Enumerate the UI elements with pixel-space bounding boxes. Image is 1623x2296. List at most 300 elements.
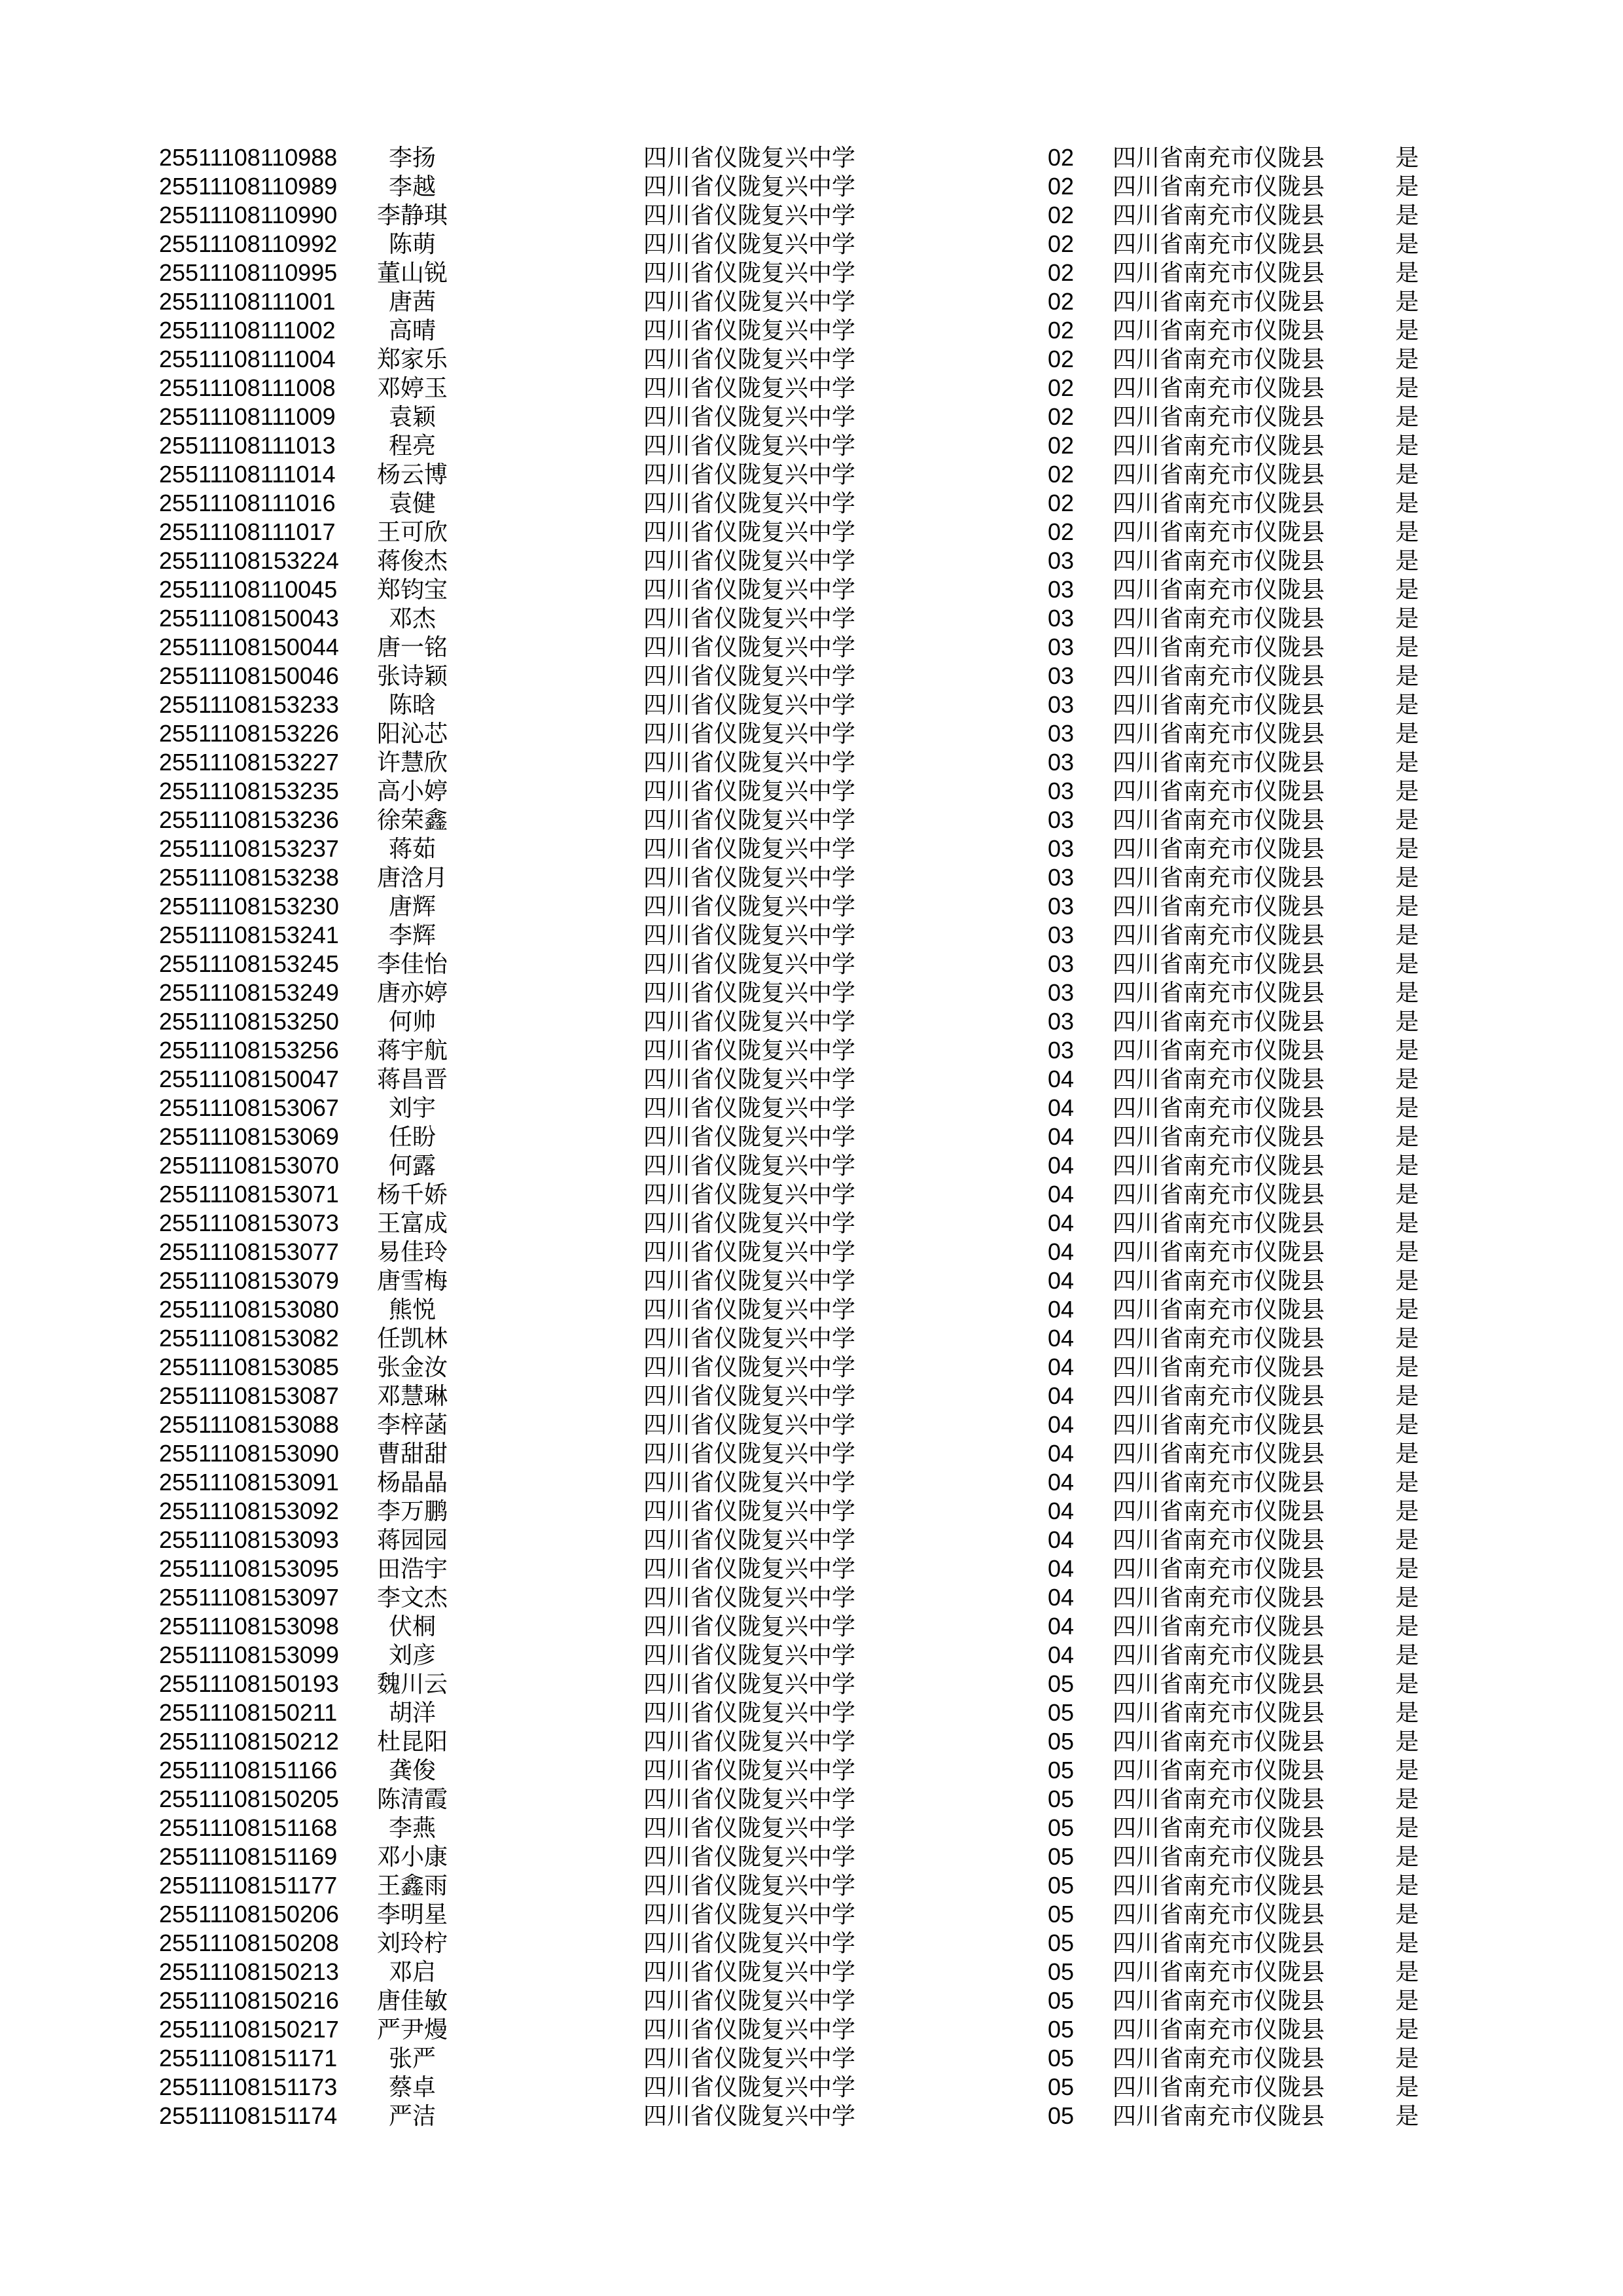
student-name: 任凯林 [376,1325,448,1352]
exam-id: 25511108153070 [159,1152,339,1179]
table-row [159,1266,1448,1295]
student-name: 阳沁芯 [376,720,448,747]
school-name: 四川省仪陇复兴中学 [643,202,856,228]
school-name: 四川省仪陇复兴中学 [643,778,856,804]
table-row [159,1439,1448,1468]
student-name: 陈晗 [388,691,436,718]
district-name: 四川省南充市仪陇县 [1113,374,1325,401]
district-name: 四川省南充市仪陇县 [1113,230,1325,257]
school-name: 四川省仪陇复兴中学 [643,1613,856,1640]
student-name: 刘宇 [388,1094,436,1121]
table-row [159,1929,1448,1958]
school-name: 四川省仪陇复兴中学 [643,1699,856,1726]
school-name: 四川省仪陇复兴中学 [643,922,856,948]
school-name: 四川省仪陇复兴中学 [643,1555,856,1582]
district-name: 四川省南充市仪陇县 [1113,1094,1325,1121]
confirm-flag: 是 [1395,1728,1419,1755]
table-row [159,1209,1448,1238]
exam-id: 25511108111016 [159,490,336,516]
class-number: 05 [1047,1901,1075,1928]
exam-id: 25511108153227 [159,749,339,776]
confirm-flag: 是 [1395,1181,1419,1208]
school-name: 四川省仪陇复兴中学 [643,1641,856,1668]
school-name: 四川省仪陇复兴中学 [643,1498,856,1524]
district-name: 四川省南充市仪陇县 [1113,1469,1325,1496]
table-row [159,1122,1448,1151]
exam-id: 25511108153090 [159,1440,339,1467]
class-number: 02 [1047,230,1075,257]
exam-id: 25511108153087 [159,1382,339,1409]
class-number: 04 [1047,1382,1075,1409]
table-row [159,287,1448,316]
school-name: 四川省仪陇复兴中学 [643,288,856,315]
exam-id: 25511108153233 [159,691,339,718]
student-name: 伏桐 [388,1613,436,1640]
class-number: 03 [1047,835,1075,862]
school-name: 四川省仪陇复兴中学 [643,403,856,430]
confirm-flag: 是 [1395,1814,1419,1841]
table-row [159,1554,1448,1583]
class-number: 05 [1047,2073,1075,2100]
class-number: 03 [1047,720,1075,747]
school-name: 四川省仪陇复兴中学 [643,749,856,776]
school-name: 四川省仪陇复兴中学 [643,230,856,257]
district-name: 四川省南充市仪陇县 [1113,720,1325,747]
school-name: 四川省仪陇复兴中学 [643,2045,856,2072]
student-name: 何帅 [388,1008,436,1035]
student-name: 魏川云 [376,1670,448,1697]
student-name: 唐雪梅 [376,1267,448,1294]
student-name: 蒋园园 [376,1526,448,1553]
confirm-flag: 是 [1395,259,1419,286]
student-name: 蒋茹 [388,835,436,862]
district-name: 四川省南充市仪陇县 [1113,403,1325,430]
table-row [159,2044,1448,2073]
district-name: 四川省南充市仪陇县 [1113,288,1325,315]
student-name: 李万鹏 [376,1498,448,1524]
table-row [159,1410,1448,1439]
table-row [159,1842,1448,1871]
class-number: 03 [1047,1037,1075,1064]
school-name: 四川省仪陇复兴中学 [643,1843,856,1870]
exam-id: 25511108111013 [159,432,336,459]
exam-id: 25511108153077 [159,1238,339,1265]
district-name: 四川省南充市仪陇县 [1113,979,1325,1006]
class-number: 02 [1047,461,1075,488]
confirm-flag: 是 [1395,1901,1419,1928]
confirm-flag: 是 [1395,1526,1419,1553]
class-number: 02 [1047,490,1075,516]
school-name: 四川省仪陇复兴中学 [643,1469,856,1496]
confirm-flag: 是 [1395,1008,1419,1035]
district-name: 四川省南充市仪陇县 [1113,634,1325,660]
table-row [159,1698,1448,1727]
school-name: 四川省仪陇复兴中学 [643,2073,856,2100]
school-name: 四川省仪陇复兴中学 [643,490,856,516]
school-name: 四川省仪陇复兴中学 [643,576,856,603]
exam-id: 25511108150213 [159,1958,339,1985]
school-name: 四川省仪陇复兴中学 [643,2016,856,2043]
district-name: 四川省南充市仪陇县 [1113,1267,1325,1294]
table-row [159,1526,1448,1554]
district-name: 四川省南充市仪陇县 [1113,1066,1325,1092]
school-name: 四川省仪陇复兴中学 [643,173,856,200]
district-name: 四川省南充市仪陇县 [1113,144,1325,171]
class-number: 05 [1047,1987,1075,2014]
exam-id: 25511108153230 [159,893,339,920]
class-number: 02 [1047,259,1075,286]
table-row [159,662,1448,691]
confirm-flag: 是 [1395,1037,1419,1064]
table-row [159,1324,1448,1353]
district-name: 四川省南充市仪陇县 [1113,1123,1325,1150]
student-name: 唐一铭 [376,634,448,660]
student-name: 李文杰 [376,1584,448,1611]
district-name: 四川省南充市仪陇县 [1113,1987,1325,2014]
confirm-flag: 是 [1395,288,1419,315]
student-name: 李辉 [388,922,436,948]
exam-id: 25511108153091 [159,1469,339,1496]
school-name: 四川省仪陇复兴中学 [643,1238,856,1265]
table-row [159,633,1448,662]
school-name: 四川省仪陇复兴中学 [643,893,856,920]
exam-id: 25511108151173 [159,2073,338,2100]
class-number: 05 [1047,1814,1075,1841]
exam-id: 25511108150046 [159,662,339,689]
exam-id: 25511108111009 [159,403,336,430]
exam-id: 25511108153093 [159,1526,339,1553]
table-row [159,1007,1448,1036]
table-row [159,1814,1448,1842]
confirm-flag: 是 [1395,806,1419,833]
district-name: 四川省南充市仪陇县 [1113,202,1325,228]
table-row [159,172,1448,201]
class-number: 04 [1047,1210,1075,1236]
district-name: 四川省南充市仪陇县 [1113,1354,1325,1380]
confirm-flag: 是 [1395,720,1419,747]
table-row [159,748,1448,777]
exam-id: 25511108150205 [159,1785,339,1812]
district-name: 四川省南充市仪陇县 [1113,1382,1325,1409]
exam-id: 25511108153080 [159,1296,339,1323]
school-name: 四川省仪陇复兴中学 [643,1728,856,1755]
confirm-flag: 是 [1395,605,1419,632]
table-row [159,1497,1448,1526]
table-row [159,1670,1448,1698]
school-name: 四川省仪陇复兴中学 [643,518,856,545]
school-name: 四川省仪陇复兴中学 [643,1440,856,1467]
district-name: 四川省南充市仪陇县 [1113,1440,1325,1467]
student-name: 邓慧琳 [376,1382,448,1409]
confirm-flag: 是 [1395,1584,1419,1611]
class-number: 05 [1047,1785,1075,1812]
exam-id: 25511108153098 [159,1613,339,1640]
confirm-flag: 是 [1395,1872,1419,1899]
table-row [159,575,1448,604]
school-name: 四川省仪陇复兴中学 [643,1872,856,1899]
confirm-flag: 是 [1395,1094,1419,1121]
exam-id: 25511108150211 [159,1699,338,1726]
class-number: 03 [1047,605,1075,632]
table-row [159,863,1448,892]
district-name: 四川省南充市仪陇县 [1113,1814,1325,1841]
table-row [159,719,1448,748]
exam-id: 25511108150047 [159,1066,339,1092]
school-name: 四川省仪陇复兴中学 [643,1066,856,1092]
school-name: 四川省仪陇复兴中学 [643,1785,856,1812]
school-name: 四川省仪陇复兴中学 [643,1354,856,1380]
district-name: 四川省南充市仪陇县 [1113,1901,1325,1928]
school-name: 四川省仪陇复兴中学 [643,1037,856,1064]
exam-id: 25511108153237 [159,835,339,862]
exam-id: 25511108151177 [159,1872,338,1899]
confirm-flag: 是 [1395,1123,1419,1150]
district-name: 四川省南充市仪陇县 [1113,2073,1325,2100]
district-name: 四川省南充市仪陇县 [1113,1584,1325,1611]
confirm-flag: 是 [1395,691,1419,718]
district-name: 四川省南充市仪陇县 [1113,864,1325,891]
student-name: 蒋宇航 [376,1037,448,1064]
table-row [159,489,1448,518]
student-name: 郑家乐 [376,346,448,372]
student-name: 胡洋 [388,1699,436,1726]
confirm-flag: 是 [1395,1267,1419,1294]
school-name: 四川省仪陇复兴中学 [643,835,856,862]
class-number: 04 [1047,1584,1075,1611]
class-number: 03 [1047,634,1075,660]
district-name: 四川省南充市仪陇县 [1113,1958,1325,1985]
school-name: 四川省仪陇复兴中学 [643,720,856,747]
table-row [159,921,1448,950]
student-table [159,143,1448,2130]
class-number: 05 [1047,1757,1075,1784]
district-name: 四川省南充市仪陇县 [1113,1699,1325,1726]
confirm-flag: 是 [1395,202,1419,228]
school-name: 四川省仪陇复兴中学 [643,1123,856,1150]
school-name: 四川省仪陇复兴中学 [643,1584,856,1611]
confirm-flag: 是 [1395,1555,1419,1582]
student-name: 唐佳敏 [376,1987,448,2014]
exam-id: 25511108151168 [159,1814,338,1841]
confirm-flag: 是 [1395,893,1419,920]
exam-id: 25511108151171 [159,2045,338,2072]
confirm-flag: 是 [1395,1987,1419,2014]
exam-id: 25511108150043 [159,605,339,632]
table-row [159,1382,1448,1410]
school-name: 四川省仪陇复兴中学 [643,662,856,689]
class-number: 03 [1047,749,1075,776]
student-name: 杨晶晶 [376,1469,448,1496]
exam-id: 25511108150206 [159,1901,339,1928]
exam-id: 25511108153071 [159,1181,339,1208]
student-name: 蒋俊杰 [376,547,448,574]
district-name: 四川省南充市仪陇县 [1113,806,1325,833]
school-name: 四川省仪陇复兴中学 [643,1296,856,1323]
exam-id: 25511108153079 [159,1267,339,1294]
student-name: 刘彦 [388,1641,436,1668]
exam-id: 25511108110989 [159,173,338,200]
class-number: 05 [1047,2045,1075,2072]
confirm-flag: 是 [1395,2045,1419,2072]
exam-id: 25511108153085 [159,1354,339,1380]
district-name: 四川省南充市仪陇县 [1113,1526,1325,1553]
district-name: 四川省南充市仪陇县 [1113,691,1325,718]
school-name: 四川省仪陇复兴中学 [643,346,856,372]
table-row [159,374,1448,403]
district-name: 四川省南充市仪陇县 [1113,490,1325,516]
district-name: 四川省南充市仪陇县 [1113,259,1325,286]
student-name: 张诗颖 [376,662,448,689]
district-name: 四川省南充市仪陇县 [1113,1210,1325,1236]
exam-id: 25511108153067 [159,1094,339,1121]
confirm-flag: 是 [1395,1354,1419,1380]
confirm-flag: 是 [1395,1325,1419,1352]
exam-id: 25511108153069 [159,1123,339,1150]
exam-id: 25511108150212 [159,1728,339,1755]
exam-id: 25511108153249 [159,979,339,1006]
school-name: 四川省仪陇复兴中学 [643,691,856,718]
district-name: 四川省南充市仪陇县 [1113,461,1325,488]
table-row [159,230,1448,259]
class-number: 04 [1047,1296,1075,1323]
confirm-flag: 是 [1395,835,1419,862]
class-number: 04 [1047,1152,1075,1179]
student-name: 袁颖 [388,403,436,430]
exam-id: 25511108153226 [159,720,339,747]
confirm-flag: 是 [1395,1066,1419,1092]
table-row [159,691,1448,719]
confirm-flag: 是 [1395,2102,1419,2129]
confirm-flag: 是 [1395,1757,1419,1784]
confirm-flag: 是 [1395,230,1419,257]
class-number: 04 [1047,1440,1075,1467]
district-name: 四川省南充市仪陇县 [1113,432,1325,459]
class-number: 05 [1047,1699,1075,1726]
district-name: 四川省南充市仪陇县 [1113,2102,1325,2129]
confirm-flag: 是 [1395,922,1419,948]
district-name: 四川省南充市仪陇县 [1113,749,1325,776]
table-row [159,1583,1448,1612]
table-row [159,1468,1448,1497]
district-name: 四川省南充市仪陇县 [1113,1181,1325,1208]
class-number: 05 [1047,1728,1075,1755]
student-name: 李越 [388,173,436,200]
table-row [159,143,1448,172]
district-name: 四川省南充市仪陇县 [1113,1152,1325,1179]
confirm-flag: 是 [1395,1296,1419,1323]
exam-id: 25511108150216 [159,1987,339,2014]
student-name: 郑钧宝 [376,576,448,603]
exam-id: 25511108153238 [159,864,339,891]
student-name: 唐辉 [388,893,436,920]
table-row [159,1958,1448,1986]
exam-id: 25511108153245 [159,950,339,977]
student-name: 曹甜甜 [376,1440,448,1467]
exam-id: 25511108110990 [159,202,338,228]
exam-id: 25511108151174 [159,2102,338,2129]
confirm-flag: 是 [1395,979,1419,1006]
student-name: 袁健 [388,490,436,516]
table-row [159,892,1448,921]
exam-id: 25511108110045 [159,576,338,603]
confirm-flag: 是 [1395,864,1419,891]
school-name: 四川省仪陇复兴中学 [643,317,856,344]
student-name: 邓小康 [376,1843,448,1870]
district-name: 四川省南充市仪陇县 [1113,1296,1325,1323]
confirm-flag: 是 [1395,1958,1419,1985]
district-name: 四川省南充市仪陇县 [1113,662,1325,689]
confirm-flag: 是 [1395,1613,1419,1640]
confirm-flag: 是 [1395,662,1419,689]
table-row [159,1612,1448,1641]
table-row [159,1785,1448,1814]
confirm-flag: 是 [1395,950,1419,977]
student-name: 唐茜 [388,288,436,315]
school-name: 四川省仪陇复兴中学 [643,1152,856,1179]
district-name: 四川省南充市仪陇县 [1113,950,1325,977]
school-name: 四川省仪陇复兴中学 [643,864,856,891]
school-name: 四川省仪陇复兴中学 [643,547,856,574]
district-name: 四川省南充市仪陇县 [1113,547,1325,574]
class-number: 02 [1047,202,1075,228]
school-name: 四川省仪陇复兴中学 [643,1757,856,1784]
table-row [159,1065,1448,1094]
student-name: 程亮 [388,432,436,459]
school-name: 四川省仪陇复兴中学 [643,1325,856,1352]
district-name: 四川省南充市仪陇县 [1113,893,1325,920]
student-name: 李扬 [388,144,436,171]
exam-id: 25511108150208 [159,1929,339,1956]
student-name: 龚俊 [388,1757,436,1784]
student-name: 邓启 [388,1958,436,1985]
table-row [159,1756,1448,1785]
class-number: 04 [1047,1526,1075,1553]
district-name: 四川省南充市仪陇县 [1113,1929,1325,1956]
class-number: 05 [1047,1843,1075,1870]
student-name: 张严 [388,2045,436,2072]
table-row [159,2073,1448,2102]
class-number: 02 [1047,432,1075,459]
school-name: 四川省仪陇复兴中学 [643,979,856,1006]
table-row [159,518,1448,547]
district-name: 四川省南充市仪陇县 [1113,1411,1325,1438]
table-row [159,777,1448,806]
student-name: 杨云博 [376,461,448,488]
confirm-flag: 是 [1395,547,1419,574]
student-name: 杨千娇 [376,1181,448,1208]
student-name: 李佳怡 [376,950,448,977]
student-name: 杜昆阳 [376,1728,448,1755]
confirm-flag: 是 [1395,1382,1419,1409]
exam-id: 25511108111014 [159,461,336,488]
school-name: 四川省仪陇复兴中学 [643,1958,856,1985]
class-number: 04 [1047,1267,1075,1294]
exam-id: 25511108150044 [159,634,339,660]
class-number: 03 [1047,806,1075,833]
confirm-flag: 是 [1395,749,1419,776]
confirm-flag: 是 [1395,1929,1419,1956]
school-name: 四川省仪陇复兴中学 [643,1987,856,2014]
exam-id: 25511108150217 [159,2016,339,2043]
class-number: 05 [1047,1958,1075,1985]
confirm-flag: 是 [1395,317,1419,344]
confirm-flag: 是 [1395,1670,1419,1697]
school-name: 四川省仪陇复兴中学 [643,1526,856,1553]
district-name: 四川省南充市仪陇县 [1113,1641,1325,1668]
school-name: 四川省仪陇复兴中学 [643,259,856,286]
table-row [159,1871,1448,1900]
student-name: 蔡卓 [388,2073,436,2100]
